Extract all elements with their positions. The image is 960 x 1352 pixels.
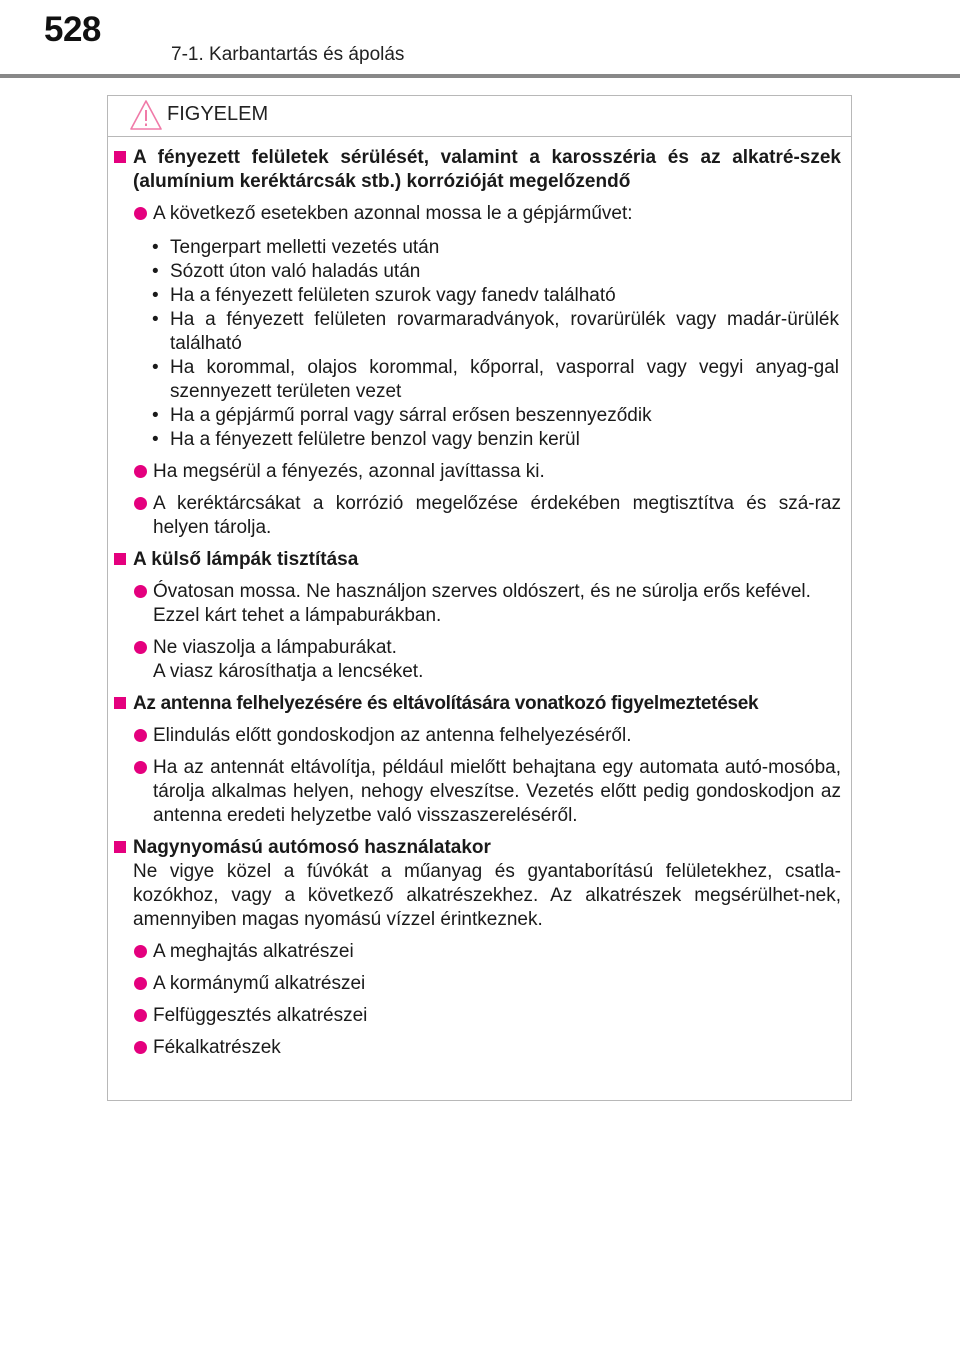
section-paragraph: Ne vigye közel a fúvókát a műanyag és gyantaborítású felületekhez, csatla-kozókhoz, vagy a következő alkatrészekhez. Az alkatrészek megsérülhet-nek, amennyiben magas nyomású vízzel érintkeznek. [133,861,841,930]
section-heading-text: A fényezett felületek sérülését, valamint a karosszéria és az alkatré-szek (alumínium keréktárcsák stb.) korrózióját megelőzendő [133,147,841,192]
bullet-text: Óvatosan mossa. Ne használjon szerves oldószert, és ne súrolja erős kefével. [153,581,811,602]
dot-marker-icon: • [152,429,159,450]
circle-marker-icon [134,465,147,478]
sub-list-item [108,308,853,356]
bullet-note: A viasz károsíthatja a lencséket. [153,661,424,682]
dot-marker-icon: • [152,405,159,426]
bullet-item [108,1036,853,1060]
warning-label: FIGYELEM [167,103,269,125]
warning-triangle-icon [129,99,163,131]
bullet-text: A kormánymű alkatrészei [153,973,366,994]
circle-marker-icon [134,1041,147,1054]
sub-list-item [108,260,853,284]
bullet-item [108,1004,853,1028]
section-heading-text: Az antenna felhelyezésére és eltávolítására vonatkozó figyelmeztetések [133,693,759,714]
bullet-item [108,460,853,484]
bullet-item [108,724,853,748]
square-marker-icon [114,841,126,853]
circle-marker-icon [134,207,147,220]
bullet-item [108,756,853,828]
section-title: 7-1. Karbantartás és ápolás [171,44,405,65]
bullet-item [108,492,853,540]
bullet-item [108,972,853,996]
section-heading [108,146,853,194]
circle-marker-icon [134,497,147,510]
bullet-text: Ha megsérül a fényezés, azonnal javíttassa ki. [153,461,545,482]
dot-marker-icon: • [152,261,159,282]
dot-marker-icon: • [152,309,159,330]
dot-marker-icon: • [152,237,159,258]
sub-list-item [108,428,853,452]
bullet-text: Ha az antennát eltávolítja, például mielőtt behajtana egy automata autó-mosóba, tárolja alkalmas helyen, nehogy elveszítse. Vezetés előtt pedig gondoskodjon az antenna eredeti helyzetbe való visszaszereléséről. [153,757,841,826]
circle-marker-icon [134,761,147,774]
bullet-text: Ne viaszolja a lámpaburákat. [153,637,397,658]
bullet-item [108,580,853,628]
warning-box [107,95,852,1101]
sub-list-text: Ha a gépjármű porral vagy sárral erősen beszennyeződik [170,405,652,426]
sub-list-text: Ha korommal, olajos korommal, kőporral, vasporral vagy vegyi anyag-gal szennyezett területen vezet [170,357,839,402]
square-marker-icon [114,553,126,565]
bullet-text: A meghajtás alkatrészei [153,941,354,962]
sub-list-item [108,356,853,404]
circle-marker-icon [134,945,147,958]
square-marker-icon [114,697,126,709]
sub-list-text: Tengerpart melletti vezetés után [170,237,440,258]
section-heading-text: Nagynyomású autómosó használatakor [133,837,491,858]
circle-marker-icon [134,977,147,990]
section-heading-text: A külső lámpák tisztítása [133,549,359,570]
section-heading [108,836,853,860]
sub-list-text: Ha a fényezett felületen szurok vagy fanedv található [170,285,616,306]
square-marker-icon [114,151,126,163]
header-rule [0,74,960,78]
circle-marker-icon [134,1009,147,1022]
circle-marker-icon [134,585,147,598]
bullet-item [108,202,853,226]
dot-marker-icon: • [152,357,159,378]
sub-list-item [108,404,853,428]
dot-marker-icon: • [152,285,159,306]
page-header [0,0,960,80]
circle-marker-icon [134,641,147,654]
bullet-note: Ezzel kárt tehet a lámpaburákban. [153,605,442,626]
bullet-text: A következő esetekben azonnal mossa le a gépjárművet: [153,203,633,224]
bullet-item [108,636,853,684]
bullet-text: A keréktárcsákat a korrózió megelőzése érdekében megtisztítva és szá-raz helyen tárolja. [153,493,841,538]
warning-content [108,146,853,1060]
bullet-text: Elindulás előtt gondoskodjon az antenna felhelyezéséről. [153,725,632,746]
warning-header [108,96,851,137]
circle-marker-icon [134,729,147,742]
sub-list-item [108,284,853,308]
sub-list-text: Ha a fényezett felületen rovarmaradványok, rovarürülék vagy madár-ürülék található [170,309,839,354]
section-heading [108,548,853,572]
bullet-item [108,940,853,964]
sub-list-text: Sózott úton való haladás után [170,261,421,282]
bullet-text: Felfüggesztés alkatrészei [153,1005,368,1026]
sub-list-item [108,236,853,260]
page-number: 528 [44,10,101,49]
sub-list-text: Ha a fényezett felületre benzol vagy benzin kerül [170,429,580,450]
bullet-text: Fékalkatrészek [153,1037,281,1058]
section-heading [108,692,853,716]
